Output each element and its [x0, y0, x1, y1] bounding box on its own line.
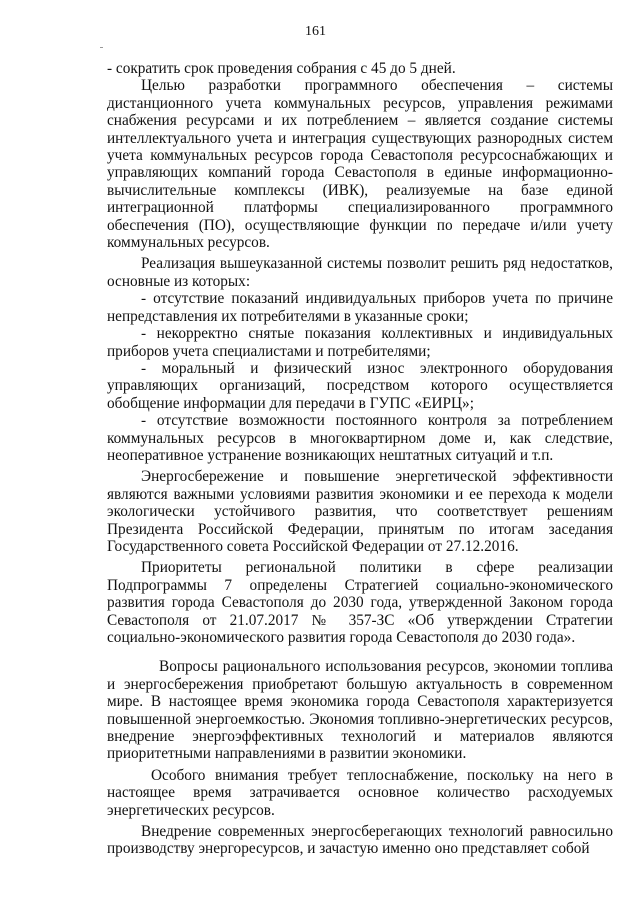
- paragraph-4: - отсутствие показаний индивидуальных приборов учета по причине непредставления их потребителями в указанные сроки;: [107, 290, 613, 325]
- paragraph-2: Целью разработки программного обеспечения – системы дистанционного учета коммунальных ресурсов, управления режимами снабжения ресурсами и их потреблением – является создание системы интеллектуального учета и интеграция существующих разнородных систем учета коммунальных ресурсов города Севастополя ресурсоснабжающих и управляющих компаний города Севастополя в единые информационно-вычислительные комплексы (ИВК), реализуемые на базе единой интеграционной платформы специализированного программного обеспечения (ПО), осуществляющие функции по передаче и/или учету коммунальных ресурсов.: [107, 77, 613, 252]
- paragraph-8: Энергосбережение и повышение энергетической эффективности являются важными условиями развития экономики и ее перехода к модели экологически устойчивого развития, что соответствует решениям Президента Российской Федерации, принятым по итогам заседания Государственного совета Российской Федерации от 27.12.2016.: [107, 468, 613, 555]
- page-number: 161: [305, 24, 326, 39]
- paragraph-11: Особого внимания требует теплоснабжение, поскольку на него в настоящее время затрачивается основное количество расходуемых энергетических ресурсов.: [107, 766, 613, 819]
- paragraph-12: Внедрение современных энергосберегающих технологий равносильно производству энергоресурсов, и зачастую именно оно представляет собой: [107, 823, 613, 858]
- paragraph-5: - некорректно снятые показания коллективных и индивидуальных приборов учета специалистами и потребителями;: [107, 325, 613, 360]
- body-text: [107, 60, 613, 858]
- paragraph-9: Приоритеты региональной политики в сфере реализации Подпрограммы 7 определены Стратегией социально-экономического развития города Севастополя до 2030 года, утвержденной Законом города Севастополя от 21.07.2017 № 357-ЗС «Об утверждении Стратегии социально-экономического развития города Севастополя до 2030 года».: [107, 559, 613, 646]
- paragraph-1: - сократить срок проведения собрания с 45 до 5 дней.: [107, 60, 456, 77]
- paragraph-3: Реализация вышеуказанной системы позволит решить ряд недостатков, основные из которых:: [107, 255, 613, 290]
- paragraph-10: Вопросы рационального использования ресурсов, экономии топлива и энергосбережения приобретают большую актуальность в современном мире. В настоящее время экономика города Севастополя характеризуется повышенной энергоемкостью. Экономия топливно-энергетических ресурсов, внедрение энергоэффективных технологий и материалов являются приоритетными направлениями в развитии экономики.: [107, 658, 613, 763]
- paragraph-6: - моральный и физический износ электронного оборудования управляющих организаций, посредством которого осуществляется обобщение информации для передачи в ГУПС «ЕИРЦ»;: [107, 359, 613, 412]
- margin-mark: [100, 47, 103, 48]
- paragraph-7: - отсутствие возможности постоянного контроля за потреблением коммунальных ресурсов в многоквартирном доме и, как следствие, неоперативное устранение возникающих нештатных ситуаций и т.п.: [107, 412, 613, 464]
